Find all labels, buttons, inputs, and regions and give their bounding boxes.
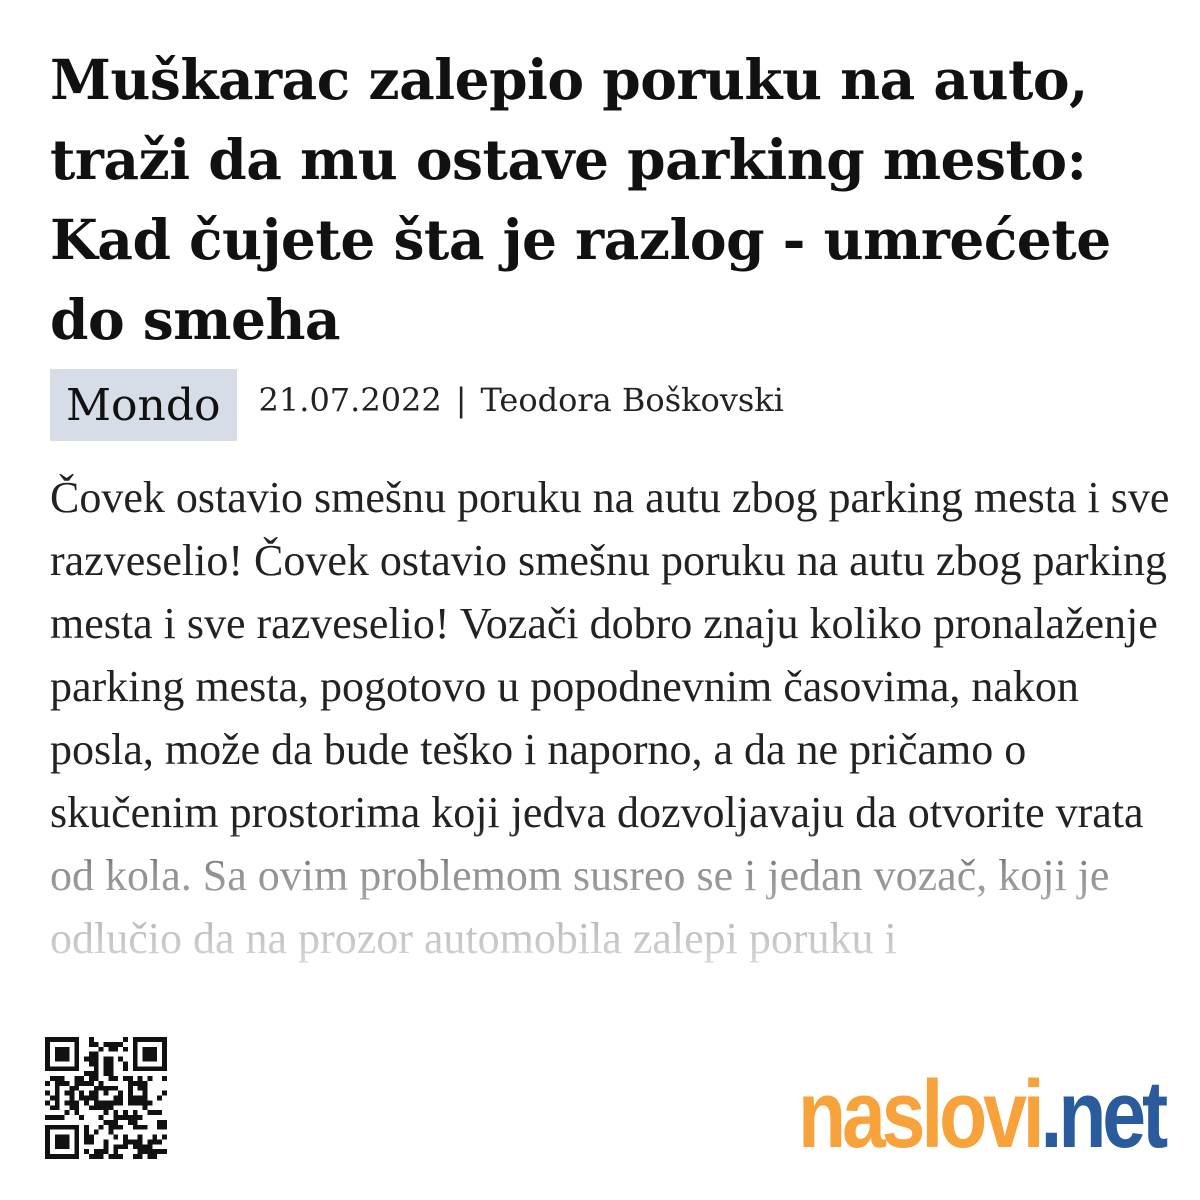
article-author: Teodora Boškovski bbox=[480, 381, 784, 419]
qr-code-icon bbox=[45, 1037, 167, 1159]
article-date: 21.07.2022 bbox=[258, 381, 442, 419]
logo-part-naslovi: naslovi bbox=[798, 1061, 1041, 1168]
source-badge[interactable]: Mondo bbox=[50, 369, 237, 441]
article-body: Čovek ostavio smešnu poruku na autu zbog parking mesta i sve razveselio! Čovek ostavio smešnu poruku na autu zbog parking mesta i sve razveselio! Vozači dobro znaju koliko pronalaženje parking mesta, pogotovo u popodnevnim časovima, nakon posla, može da bude teško i naporno, a da ne pričamo o skučenim prostorima koji jedva dozvoljavaju da otvorite vrata od kola. Sa ovim problemom susreo se i jedan vozač, koji je odlučio da na prozor automobila zalepi poruku i bbox=[50, 466, 1170, 970]
article-meta bbox=[50, 369, 784, 441]
meta-separator: | bbox=[455, 381, 467, 419]
naslovi-net-logo[interactable] bbox=[798, 1060, 1164, 1170]
logo-part-net: .net bbox=[1040, 1061, 1165, 1168]
article-headline: Muškarac zalepio poruku na auto, traži da mu ostave parking mesto: Kad čujete šta je razlog - umrećete do smeha bbox=[50, 47, 1111, 352]
article-body-container bbox=[50, 466, 1170, 1026]
meta-line bbox=[259, 381, 784, 419]
